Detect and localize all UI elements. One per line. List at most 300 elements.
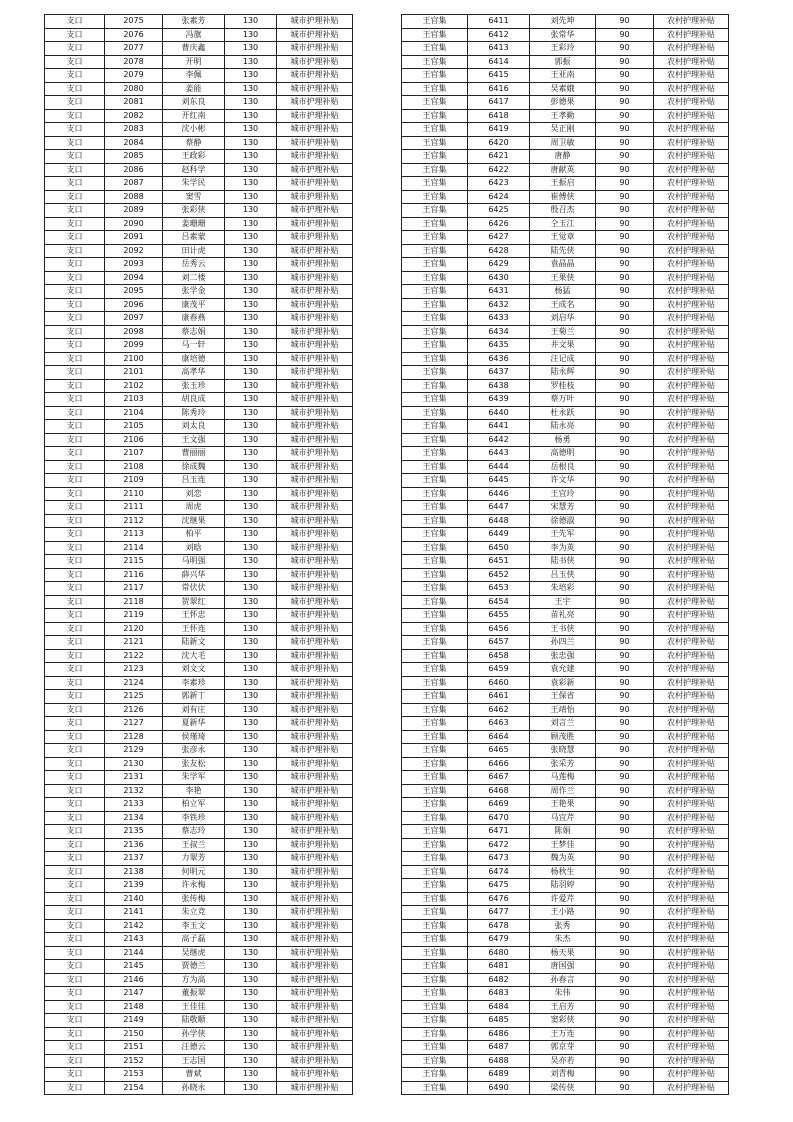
district-cell: 支口 (45, 487, 105, 501)
subsidy-type-cell: 农村护理补贴 (654, 906, 729, 920)
table-row (402, 838, 729, 852)
table-row (45, 136, 353, 150)
amount-cell: 90 (596, 379, 654, 393)
serial-number-cell: 6462 (468, 703, 530, 717)
amount-cell: 90 (596, 649, 654, 663)
serial-number-cell: 6464 (468, 730, 530, 744)
subsidy-type-cell: 农村护理补贴 (654, 42, 729, 56)
district-cell: 支口 (45, 447, 105, 461)
subsidy-type-cell: 城市护理补贴 (277, 919, 353, 933)
district-cell: 支口 (45, 258, 105, 272)
name-cell: 马莲梅 (530, 771, 596, 785)
subsidy-type-cell: 城市护理补贴 (277, 366, 353, 380)
name-cell: 刘晗 (163, 541, 225, 555)
subsidy-type-cell: 城市护理补贴 (277, 838, 353, 852)
serial-number-cell: 6471 (468, 825, 530, 839)
table-row (45, 150, 353, 164)
amount-cell: 130 (225, 433, 277, 447)
name-cell: 刘二楼 (163, 271, 225, 285)
serial-number-cell: 6478 (468, 919, 530, 933)
amount-cell: 90 (596, 744, 654, 758)
serial-number-cell: 6468 (468, 784, 530, 798)
table-row (45, 852, 353, 866)
subsidy-type-cell: 农村护理补贴 (654, 717, 729, 731)
subsidy-type-cell: 城市护理补贴 (277, 771, 353, 785)
serial-number-cell: 2143 (105, 933, 163, 947)
amount-cell: 130 (225, 460, 277, 474)
table-row (45, 28, 353, 42)
amount-cell: 130 (225, 771, 277, 785)
amount-cell: 90 (596, 217, 654, 231)
table-row (45, 555, 353, 569)
table-row (402, 379, 729, 393)
name-cell: 李为英 (530, 541, 596, 555)
serial-number-cell: 2153 (105, 1068, 163, 1082)
name-cell: 方为高 (163, 973, 225, 987)
table-row (45, 339, 353, 353)
amount-cell: 130 (225, 582, 277, 596)
amount-cell: 90 (596, 595, 654, 609)
table-row (402, 204, 729, 218)
district-cell: 王官集 (402, 204, 468, 218)
table-row (402, 217, 729, 231)
amount-cell: 90 (596, 420, 654, 434)
subsidy-type-cell: 农村护理补贴 (654, 595, 729, 609)
table-row (45, 663, 353, 677)
subsidy-type-cell: 农村护理补贴 (654, 339, 729, 353)
district-cell: 支口 (45, 919, 105, 933)
serial-number-cell: 2079 (105, 69, 163, 83)
subsidy-type-cell: 城市护理补贴 (277, 582, 353, 596)
amount-cell: 130 (225, 231, 277, 245)
table-row (402, 447, 729, 461)
serial-number-cell: 2125 (105, 690, 163, 704)
name-cell: 高德明 (530, 447, 596, 461)
amount-cell: 90 (596, 298, 654, 312)
name-cell: 朱学民 (163, 177, 225, 191)
serial-number-cell: 6417 (468, 96, 530, 110)
district-cell: 支口 (45, 123, 105, 137)
table-row (45, 231, 353, 245)
table-row (402, 325, 729, 339)
table-row (402, 487, 729, 501)
serial-number-cell: 6448 (468, 514, 530, 528)
subsidy-type-cell: 城市护理补贴 (277, 622, 353, 636)
serial-number-cell: 6454 (468, 595, 530, 609)
subsidy-type-cell: 农村护理补贴 (654, 487, 729, 501)
district-cell: 支口 (45, 987, 105, 1001)
serial-number-cell: 6451 (468, 555, 530, 569)
serial-number-cell: 2107 (105, 447, 163, 461)
table-row (402, 906, 729, 920)
serial-number-cell: 6472 (468, 838, 530, 852)
subsidy-type-cell: 城市护理补贴 (277, 136, 353, 150)
table-row (402, 1054, 729, 1068)
district-cell: 支口 (45, 190, 105, 204)
subsidy-type-cell: 农村护理补贴 (654, 474, 729, 488)
name-cell: 陈娟 (530, 825, 596, 839)
subsidy-type-cell: 农村护理补贴 (654, 987, 729, 1001)
amount-cell: 130 (225, 15, 277, 29)
subsidy-type-cell: 城市护理补贴 (277, 852, 353, 866)
serial-number-cell: 6437 (468, 366, 530, 380)
subsidy-type-cell: 城市护理补贴 (277, 811, 353, 825)
serial-number-cell: 6484 (468, 1000, 530, 1014)
district-cell: 王官集 (402, 514, 468, 528)
name-cell: 沈继果 (163, 514, 225, 528)
amount-cell: 130 (225, 406, 277, 420)
serial-number-cell: 6431 (468, 285, 530, 299)
amount-cell: 90 (596, 852, 654, 866)
name-cell: 王亚南 (530, 69, 596, 83)
serial-number-cell: 2133 (105, 798, 163, 812)
amount-cell: 130 (225, 1068, 277, 1082)
district-cell: 支口 (45, 150, 105, 164)
name-cell: 马一轩 (163, 339, 225, 353)
name-cell: 张采芳 (530, 757, 596, 771)
amount-cell: 90 (596, 474, 654, 488)
name-cell: 王叔兰 (163, 838, 225, 852)
subsidy-type-cell: 农村护理补贴 (654, 892, 729, 906)
district-cell: 支口 (45, 622, 105, 636)
name-cell: 崔傅侠 (530, 190, 596, 204)
name-cell: 王果侠 (530, 271, 596, 285)
district-cell: 支口 (45, 55, 105, 69)
table-row (402, 541, 729, 555)
name-cell: 姜珊珊 (163, 217, 225, 231)
amount-cell: 90 (596, 339, 654, 353)
serial-number-cell: 2117 (105, 582, 163, 596)
district-cell: 王官集 (402, 15, 468, 29)
district-cell: 支口 (45, 690, 105, 704)
table-row (402, 460, 729, 474)
table-row (402, 555, 729, 569)
table-row (45, 568, 353, 582)
table-row (45, 109, 353, 123)
serial-number-cell: 2134 (105, 811, 163, 825)
district-cell: 王官集 (402, 663, 468, 677)
district-cell: 支口 (45, 1027, 105, 1041)
subsidy-type-cell: 城市护理补贴 (277, 177, 353, 191)
amount-cell: 130 (225, 730, 277, 744)
district-cell: 王官集 (402, 798, 468, 812)
name-cell: 张秀 (530, 919, 596, 933)
district-cell: 支口 (45, 433, 105, 447)
name-cell: 陆羽婷 (530, 879, 596, 893)
district-cell: 王官集 (402, 973, 468, 987)
amount-cell: 130 (225, 501, 277, 515)
amount-cell: 90 (596, 609, 654, 623)
subsidy-type-cell: 城市护理补贴 (277, 244, 353, 258)
name-cell: 许文华 (530, 474, 596, 488)
serial-number-cell: 2136 (105, 838, 163, 852)
district-cell: 王官集 (402, 447, 468, 461)
name-cell: 张传梅 (163, 892, 225, 906)
serial-number-cell: 2135 (105, 825, 163, 839)
district-cell: 支口 (45, 217, 105, 231)
serial-number-cell: 6442 (468, 433, 530, 447)
district-cell: 支口 (45, 825, 105, 839)
name-cell: 窦雪 (163, 190, 225, 204)
table-row (45, 1000, 353, 1014)
table-row (402, 69, 729, 83)
table-row (402, 393, 729, 407)
table-row (45, 1081, 353, 1095)
table-row (45, 352, 353, 366)
name-cell: 梁传侠 (530, 1081, 596, 1095)
amount-cell: 130 (225, 258, 277, 272)
name-cell: 薛兴华 (163, 568, 225, 582)
amount-cell: 90 (596, 1068, 654, 1082)
amount-cell: 90 (596, 906, 654, 920)
name-cell: 孙四兰 (530, 636, 596, 650)
subsidy-type-cell: 农村护理补贴 (654, 55, 729, 69)
name-cell: 徐德淑 (530, 514, 596, 528)
district-cell: 支口 (45, 568, 105, 582)
amount-cell: 90 (596, 406, 654, 420)
table-row (402, 582, 729, 596)
serial-number-cell: 2138 (105, 865, 163, 879)
table-row (402, 1000, 729, 1014)
amount-cell: 90 (596, 177, 654, 191)
amount-cell: 90 (596, 690, 654, 704)
amount-cell: 130 (225, 636, 277, 650)
subsidy-type-cell: 城市护理补贴 (277, 501, 353, 515)
amount-cell: 90 (596, 568, 654, 582)
district-cell: 支口 (45, 231, 105, 245)
name-cell: 王文强 (163, 433, 225, 447)
amount-cell: 130 (225, 798, 277, 812)
serial-number-cell: 6489 (468, 1068, 530, 1082)
serial-number-cell: 2084 (105, 136, 163, 150)
district-cell: 支口 (45, 1014, 105, 1028)
district-cell: 支口 (45, 541, 105, 555)
amount-cell: 90 (596, 960, 654, 974)
district-cell: 王官集 (402, 757, 468, 771)
name-cell: 曹丽丽 (163, 447, 225, 461)
name-cell: 袁晶晶 (530, 258, 596, 272)
serial-number-cell: 6450 (468, 541, 530, 555)
district-cell: 王官集 (402, 379, 468, 393)
serial-number-cell: 6427 (468, 231, 530, 245)
name-cell: 蔡志娟 (163, 325, 225, 339)
table-row (402, 973, 729, 987)
table-row (45, 1014, 353, 1028)
serial-number-cell: 2086 (105, 163, 163, 177)
name-cell: 刘有庄 (163, 703, 225, 717)
table-row (402, 190, 729, 204)
serial-number-cell: 2108 (105, 460, 163, 474)
table-row (402, 244, 729, 258)
serial-number-cell: 2119 (105, 609, 163, 623)
serial-number-cell: 6433 (468, 312, 530, 326)
district-cell: 王官集 (402, 325, 468, 339)
name-cell: 杜永跃 (530, 406, 596, 420)
name-cell: 魏为英 (530, 852, 596, 866)
name-cell: 刘启华 (530, 312, 596, 326)
serial-number-cell: 2118 (105, 595, 163, 609)
serial-number-cell: 2091 (105, 231, 163, 245)
amount-cell: 90 (596, 109, 654, 123)
name-cell: 何明元 (163, 865, 225, 879)
name-cell: 张彩侠 (163, 204, 225, 218)
table-row (45, 582, 353, 596)
table-row (45, 42, 353, 56)
district-cell: 支口 (45, 1081, 105, 1095)
table-row (45, 757, 353, 771)
table-row (402, 420, 729, 434)
name-cell: 开明 (163, 55, 225, 69)
district-cell: 王官集 (402, 460, 468, 474)
table-row (402, 501, 729, 515)
subsidy-type-cell: 农村护理补贴 (654, 69, 729, 83)
table-row (45, 622, 353, 636)
amount-cell: 130 (225, 1081, 277, 1095)
amount-cell: 130 (225, 676, 277, 690)
district-cell: 王官集 (402, 582, 468, 596)
amount-cell: 130 (225, 150, 277, 164)
serial-number-cell: 6421 (468, 150, 530, 164)
amount-cell: 130 (225, 825, 277, 839)
amount-cell: 90 (596, 879, 654, 893)
subsidy-type-cell: 城市护理补贴 (277, 1041, 353, 1055)
subsidy-type-cell: 农村护理补贴 (654, 312, 729, 326)
subsidy-type-cell: 农村护理补贴 (654, 379, 729, 393)
district-cell: 王官集 (402, 474, 468, 488)
table-row (45, 487, 353, 501)
amount-cell: 90 (596, 987, 654, 1001)
district-cell: 支口 (45, 852, 105, 866)
amount-cell: 130 (225, 1000, 277, 1014)
table-row (402, 987, 729, 1001)
district-cell: 支口 (45, 703, 105, 717)
amount-cell: 90 (596, 96, 654, 110)
district-cell: 支口 (45, 285, 105, 299)
name-cell: 王梦佳 (530, 838, 596, 852)
table-row (45, 123, 353, 137)
serial-number-cell: 2139 (105, 879, 163, 893)
district-cell: 王官集 (402, 55, 468, 69)
amount-cell: 90 (596, 717, 654, 731)
name-cell: 朱学军 (163, 771, 225, 785)
subsidy-type-cell: 农村护理补贴 (654, 420, 729, 434)
table-row (402, 609, 729, 623)
serial-number-cell: 6432 (468, 298, 530, 312)
subsidy-type-cell: 农村护理补贴 (654, 460, 729, 474)
district-cell: 支口 (45, 136, 105, 150)
subsidy-type-cell: 农村护理补贴 (654, 879, 729, 893)
table-row (45, 177, 353, 191)
subsidy-type-cell: 农村护理补贴 (654, 1027, 729, 1041)
amount-cell: 90 (596, 1054, 654, 1068)
subsidy-type-cell: 农村护理补贴 (654, 663, 729, 677)
serial-number-cell: 2100 (105, 352, 163, 366)
table-row (45, 433, 353, 447)
district-cell: 王官集 (402, 960, 468, 974)
table-row (45, 676, 353, 690)
subsidy-type-cell: 农村护理补贴 (654, 163, 729, 177)
name-cell: 唐静 (530, 150, 596, 164)
table-row (402, 109, 729, 123)
table-row (402, 919, 729, 933)
district-cell: 王官集 (402, 433, 468, 447)
amount-cell: 130 (225, 973, 277, 987)
subsidy-type-cell: 农村护理补贴 (654, 109, 729, 123)
district-cell: 支口 (45, 973, 105, 987)
amount-cell: 130 (225, 541, 277, 555)
district-cell: 王官集 (402, 649, 468, 663)
serial-number-cell: 2144 (105, 946, 163, 960)
amount-cell: 130 (225, 946, 277, 960)
serial-number-cell: 2140 (105, 892, 163, 906)
subsidy-type-cell: 城市护理补贴 (277, 784, 353, 798)
name-cell: 王志国 (163, 1054, 225, 1068)
subsidy-type-cell: 城市护理补贴 (277, 204, 353, 218)
table-row (402, 474, 729, 488)
amount-cell: 90 (596, 784, 654, 798)
name-cell: 马明强 (163, 555, 225, 569)
district-cell: 支口 (45, 177, 105, 191)
serial-number-cell: 2120 (105, 622, 163, 636)
district-cell: 王官集 (402, 177, 468, 191)
subsidy-type-cell: 城市护理补贴 (277, 447, 353, 461)
subsidy-type-cell: 城市护理补贴 (277, 568, 353, 582)
district-cell: 王官集 (402, 366, 468, 380)
subsidy-type-cell: 农村护理补贴 (654, 649, 729, 663)
serial-number-cell: 2145 (105, 960, 163, 974)
name-cell: 张彦永 (163, 744, 225, 758)
name-cell: 井文果 (530, 339, 596, 353)
table-row (45, 838, 353, 852)
name-cell: 罗桂枝 (530, 379, 596, 393)
amount-cell: 130 (225, 447, 277, 461)
serial-number-cell: 6413 (468, 42, 530, 56)
district-cell: 王官集 (402, 487, 468, 501)
serial-number-cell: 6426 (468, 217, 530, 231)
amount-cell: 90 (596, 757, 654, 771)
serial-number-cell: 2083 (105, 123, 163, 137)
district-cell: 王官集 (402, 82, 468, 96)
subsidy-type-cell: 农村护理补贴 (654, 406, 729, 420)
serial-number-cell: 6457 (468, 636, 530, 650)
district-cell: 王官集 (402, 636, 468, 650)
name-cell: 徐成魏 (163, 460, 225, 474)
amount-cell: 130 (225, 1014, 277, 1028)
district-cell: 支口 (45, 865, 105, 879)
name-cell: 张学金 (163, 285, 225, 299)
name-cell: 王菊兰 (530, 325, 596, 339)
table-row (45, 892, 353, 906)
name-cell: 吴素娥 (530, 82, 596, 96)
amount-cell: 90 (596, 825, 654, 839)
district-cell: 王官集 (402, 42, 468, 56)
district-cell: 支口 (45, 798, 105, 812)
subsidy-type-cell: 城市护理补贴 (277, 879, 353, 893)
district-cell: 王官集 (402, 690, 468, 704)
district-cell: 支口 (45, 474, 105, 488)
district-cell: 王官集 (402, 1000, 468, 1014)
table-row (45, 960, 353, 974)
table-row (402, 231, 729, 245)
subsidy-type-cell: 农村护理补贴 (654, 690, 729, 704)
name-cell: 陆敬顺 (163, 1014, 225, 1028)
subsidy-type-cell: 农村护理补贴 (654, 177, 729, 191)
name-cell: 朱伟 (530, 987, 596, 1001)
name-cell: 朱培彩 (530, 582, 596, 596)
amount-cell: 130 (225, 1041, 277, 1055)
serial-number-cell: 2093 (105, 258, 163, 272)
serial-number-cell: 2092 (105, 244, 163, 258)
